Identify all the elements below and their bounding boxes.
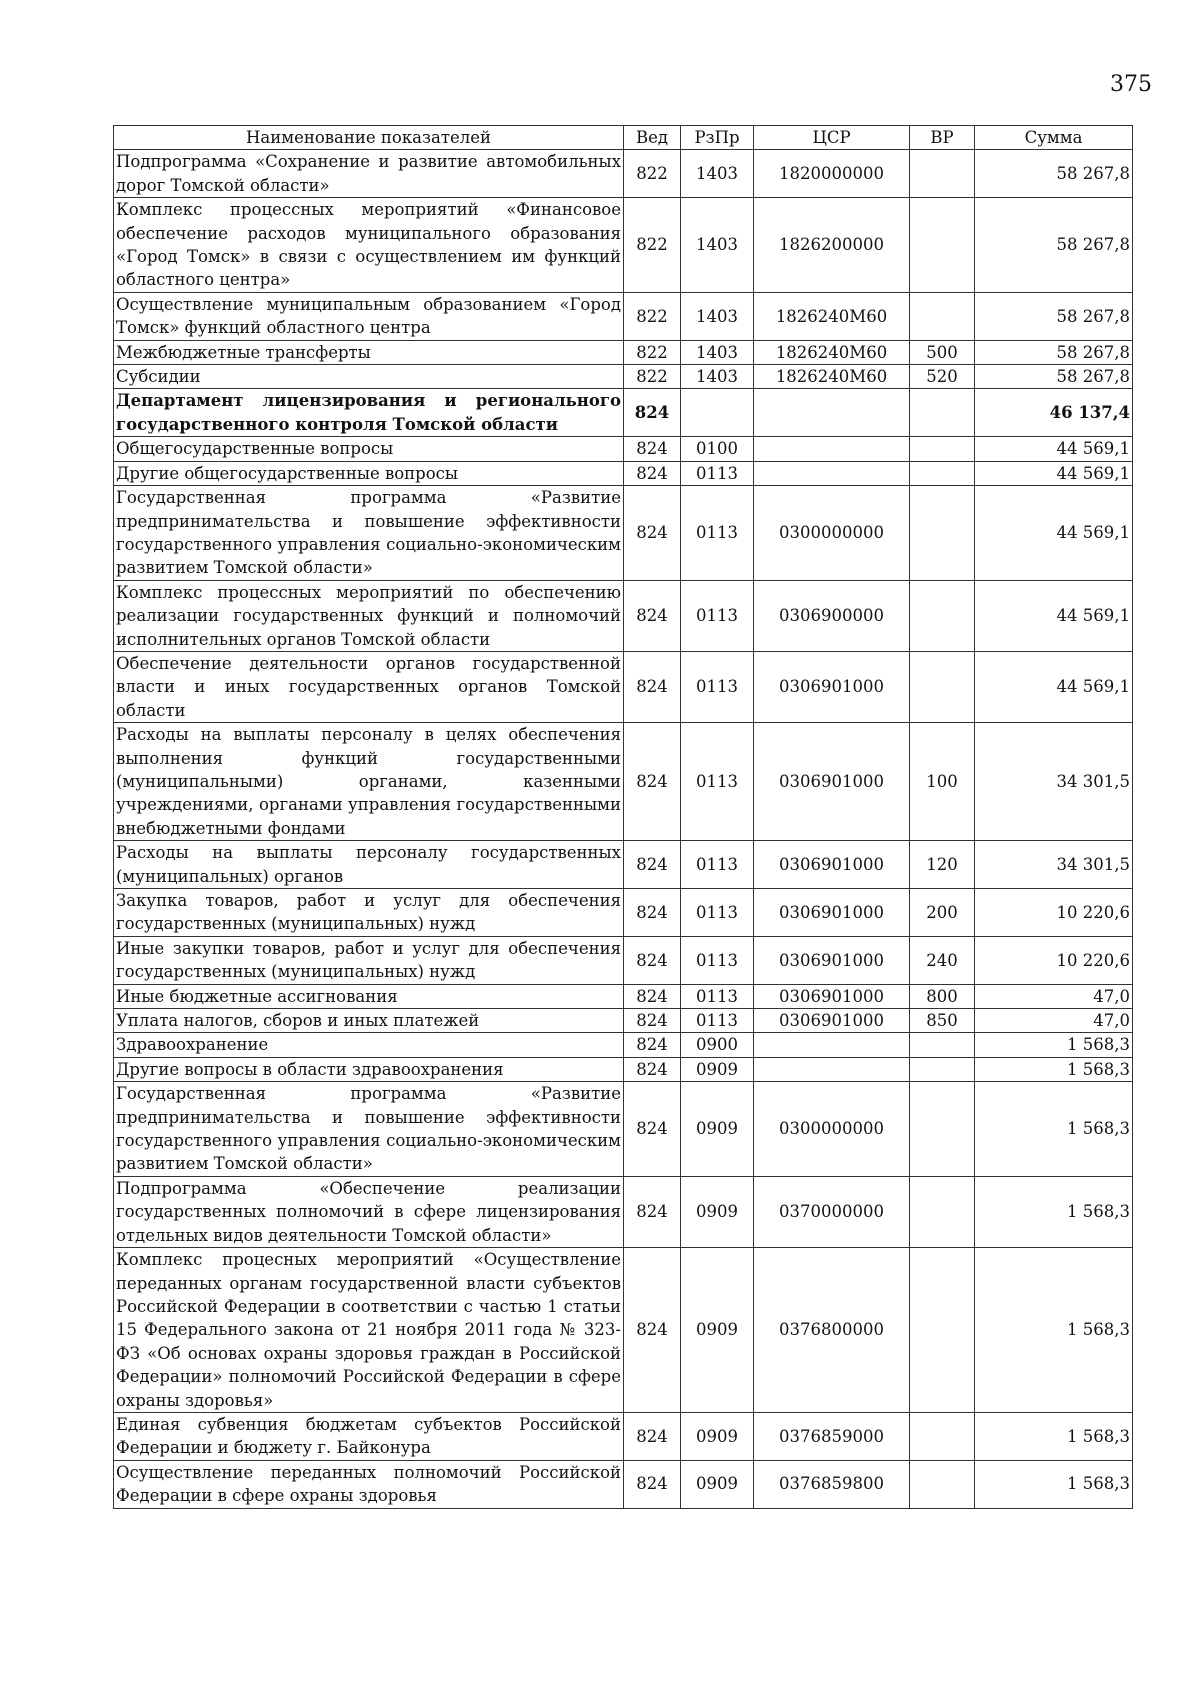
header-sum: Сумма xyxy=(975,126,1133,150)
cell-sum: 44 569,1 xyxy=(975,461,1133,485)
table-row xyxy=(114,1460,1133,1508)
cell-csr: 0376859000 xyxy=(754,1412,910,1460)
cell-ved: 824 xyxy=(624,437,681,461)
cell-rzpr: 0113 xyxy=(681,461,754,485)
cell-sum: 58 267,8 xyxy=(975,150,1133,198)
cell-sum: 1 568,3 xyxy=(975,1033,1133,1057)
cell-ved: 822 xyxy=(624,340,681,364)
cell-rzpr: 1403 xyxy=(681,340,754,364)
cell-rzpr: 0113 xyxy=(681,841,754,889)
cell-sum: 1 568,3 xyxy=(975,1248,1133,1413)
cell-ved: 824 xyxy=(624,1460,681,1508)
cell-csr: 0306900000 xyxy=(754,580,910,651)
cell-csr: 0306901000 xyxy=(754,889,910,937)
cell-ved: 824 xyxy=(624,461,681,485)
cell-sum: 1 568,3 xyxy=(975,1176,1133,1247)
cell-rzpr: 0909 xyxy=(681,1057,754,1081)
cell-name: Иные бюджетные ассигнования xyxy=(114,984,624,1008)
table-row xyxy=(114,651,1133,722)
table-row xyxy=(114,841,1133,889)
header-name: Наименование показателей xyxy=(114,126,624,150)
cell-rzpr: 0113 xyxy=(681,984,754,1008)
cell-csr: 0376859800 xyxy=(754,1460,910,1508)
cell-ved: 824 xyxy=(624,1009,681,1033)
cell-vr xyxy=(910,651,975,722)
cell-name: Осуществление переданных полномочий Российской Федерации в сфере охраны здоровья xyxy=(114,1460,624,1508)
cell-ved: 822 xyxy=(624,365,681,389)
cell-ved: 824 xyxy=(624,841,681,889)
cell-ved: 822 xyxy=(624,198,681,293)
cell-name: Осуществление муниципальным образованием «Город Томск» функций областного центра xyxy=(114,292,624,340)
cell-name: Другие вопросы в области здравоохранения xyxy=(114,1057,624,1081)
cell-ved: 824 xyxy=(624,1176,681,1247)
cell-sum: 58 267,8 xyxy=(975,340,1133,364)
table-row xyxy=(114,461,1133,485)
cell-rzpr: 0113 xyxy=(681,889,754,937)
cell-sum: 1 568,3 xyxy=(975,1057,1133,1081)
cell-ved: 824 xyxy=(624,486,681,581)
table-row xyxy=(114,580,1133,651)
cell-sum: 44 569,1 xyxy=(975,437,1133,461)
cell-name: Комплекс процессных мероприятий по обеспечению реализации государственных функций и полномочий исполнительных органов Томской области xyxy=(114,580,624,651)
cell-rzpr: 0113 xyxy=(681,936,754,984)
cell-csr: 1826200000 xyxy=(754,198,910,293)
cell-sum: 1 568,3 xyxy=(975,1082,1133,1177)
cell-csr xyxy=(754,1033,910,1057)
cell-csr: 1826240М60 xyxy=(754,365,910,389)
cell-rzpr: 0113 xyxy=(681,580,754,651)
header-csr: ЦСР xyxy=(754,126,910,150)
cell-vr xyxy=(910,1033,975,1057)
cell-name: Иные закупки товаров, работ и услуг для обеспечения государственных (муниципальных) нужд xyxy=(114,936,624,984)
cell-ved: 824 xyxy=(624,889,681,937)
cell-rzpr: 0909 xyxy=(681,1460,754,1508)
cell-ved: 824 xyxy=(624,1248,681,1413)
table-row xyxy=(114,1412,1133,1460)
cell-csr: 1820000000 xyxy=(754,150,910,198)
table-row xyxy=(114,292,1133,340)
cell-rzpr: 0909 xyxy=(681,1248,754,1413)
cell-vr xyxy=(910,389,975,437)
cell-name: Уплата налогов, сборов и иных платежей xyxy=(114,1009,624,1033)
cell-vr xyxy=(910,150,975,198)
cell-name: Департамент лицензирования и регионального государственного контроля Томской области xyxy=(114,389,624,437)
table-header-row xyxy=(114,126,1133,150)
table-row xyxy=(114,437,1133,461)
table-row xyxy=(114,1033,1133,1057)
cell-ved: 822 xyxy=(624,150,681,198)
cell-vr: 120 xyxy=(910,841,975,889)
cell-rzpr: 1403 xyxy=(681,198,754,293)
cell-vr xyxy=(910,1057,975,1081)
cell-vr: 200 xyxy=(910,889,975,937)
cell-vr xyxy=(910,580,975,651)
cell-csr: 0306901000 xyxy=(754,651,910,722)
table-row xyxy=(114,198,1133,293)
cell-csr: 0306901000 xyxy=(754,936,910,984)
cell-vr xyxy=(910,1248,975,1413)
cell-vr: 520 xyxy=(910,365,975,389)
cell-csr: 0300000000 xyxy=(754,486,910,581)
table-row xyxy=(114,365,1133,389)
table-row xyxy=(114,1009,1133,1033)
cell-vr xyxy=(910,292,975,340)
cell-ved: 824 xyxy=(624,651,681,722)
cell-csr: 1826240М60 xyxy=(754,340,910,364)
cell-ved: 824 xyxy=(624,1082,681,1177)
cell-vr: 100 xyxy=(910,723,975,841)
cell-vr: 500 xyxy=(910,340,975,364)
cell-name: Расходы на выплаты персоналу государственных (муниципальных) органов xyxy=(114,841,624,889)
cell-csr: 0370000000 xyxy=(754,1176,910,1247)
table-row xyxy=(114,936,1133,984)
cell-csr: 0306901000 xyxy=(754,723,910,841)
cell-sum: 44 569,1 xyxy=(975,651,1133,722)
table-row xyxy=(114,723,1133,841)
cell-name: Подпрограмма «Сохранение и развитие автомобильных дорог Томской области» xyxy=(114,150,624,198)
cell-ved: 824 xyxy=(624,723,681,841)
cell-vr: 800 xyxy=(910,984,975,1008)
cell-csr: 1826240М60 xyxy=(754,292,910,340)
cell-ved: 822 xyxy=(624,292,681,340)
cell-csr xyxy=(754,437,910,461)
cell-name: Общегосударственные вопросы xyxy=(114,437,624,461)
cell-ved: 824 xyxy=(624,936,681,984)
cell-name: Здравоохранение xyxy=(114,1033,624,1057)
cell-rzpr: 0900 xyxy=(681,1033,754,1057)
cell-sum: 58 267,8 xyxy=(975,198,1133,293)
cell-vr xyxy=(910,461,975,485)
cell-vr xyxy=(910,437,975,461)
cell-rzpr: 1403 xyxy=(681,365,754,389)
table-body xyxy=(114,150,1133,1508)
table-row xyxy=(114,150,1133,198)
table-row xyxy=(114,486,1133,581)
cell-rzpr: 1403 xyxy=(681,150,754,198)
cell-sum: 1 568,3 xyxy=(975,1460,1133,1508)
cell-sum: 47,0 xyxy=(975,984,1133,1008)
cell-name: Государственная программа «Развитие предпринимательства и повышение эффективности государственного управления социально-экономическим развитием Томской области» xyxy=(114,1082,624,1177)
cell-rzpr: 0113 xyxy=(681,1009,754,1033)
budget-table xyxy=(113,125,1133,1509)
cell-vr xyxy=(910,1176,975,1247)
cell-sum: 58 267,8 xyxy=(975,365,1133,389)
table-row xyxy=(114,340,1133,364)
cell-sum: 46 137,4 xyxy=(975,389,1133,437)
table-row xyxy=(114,1248,1133,1413)
cell-csr: 0306901000 xyxy=(754,984,910,1008)
cell-rzpr: 0113 xyxy=(681,651,754,722)
header-ved: Вед xyxy=(624,126,681,150)
cell-rzpr: 0113 xyxy=(681,486,754,581)
cell-sum: 47,0 xyxy=(975,1009,1133,1033)
cell-vr xyxy=(910,1460,975,1508)
header-vr: ВР xyxy=(910,126,975,150)
cell-rzpr: 0909 xyxy=(681,1082,754,1177)
cell-rzpr: 0113 xyxy=(681,723,754,841)
cell-csr: 0376800000 xyxy=(754,1248,910,1413)
cell-vr xyxy=(910,1412,975,1460)
cell-sum: 58 267,8 xyxy=(975,292,1133,340)
cell-rzpr: 0100 xyxy=(681,437,754,461)
page-number: 375 xyxy=(1110,72,1152,97)
cell-sum: 10 220,6 xyxy=(975,936,1133,984)
cell-name: Единая субвенция бюджетам субъектов Российской Федерации и бюджету г. Байконура xyxy=(114,1412,624,1460)
cell-name: Комплекс процесных мероприятий «Осуществление переданных органам государственной власти субъектов Российской Федерации в соответствии с частью 1 статьи 15 Федерального закона от 21 ноября 2011 года № 323-ФЗ «Об основах охраны здоровья граждан в Российской Федерации» полномочий Российской Федерации в сфере охраны здоровья» xyxy=(114,1248,624,1413)
cell-name: Обеспечение деятельности органов государственной власти и иных государственных органов Томской области xyxy=(114,651,624,722)
cell-sum: 34 301,5 xyxy=(975,723,1133,841)
cell-vr: 850 xyxy=(910,1009,975,1033)
cell-ved: 824 xyxy=(624,1057,681,1081)
cell-sum: 44 569,1 xyxy=(975,580,1133,651)
cell-csr xyxy=(754,389,910,437)
cell-vr xyxy=(910,198,975,293)
table-row xyxy=(114,389,1133,437)
cell-ved: 824 xyxy=(624,389,681,437)
cell-name: Расходы на выплаты персоналу в целях обеспечения выполнения функций государственными (муниципальными) органами, казенными учреждениями, органами управления государственными внебюджетными фондами xyxy=(114,723,624,841)
cell-vr xyxy=(910,1082,975,1177)
cell-csr xyxy=(754,1057,910,1081)
table-row xyxy=(114,889,1133,937)
cell-sum: 34 301,5 xyxy=(975,841,1133,889)
cell-name: Другие общегосударственные вопросы xyxy=(114,461,624,485)
cell-vr: 240 xyxy=(910,936,975,984)
cell-name: Субсидии xyxy=(114,365,624,389)
cell-rzpr: 0909 xyxy=(681,1176,754,1247)
cell-ved: 824 xyxy=(624,984,681,1008)
cell-name: Подпрограмма «Обеспечение реализации государственных полномочий в сфере лицензирования отдельных видов деятельности Томской области» xyxy=(114,1176,624,1247)
cell-csr: 0306901000 xyxy=(754,1009,910,1033)
cell-name: Комплекс процессных мероприятий «Финансовое обеспечение расходов муниципального образования «Город Томск» в связи с осуществлением им функций областного центра» xyxy=(114,198,624,293)
cell-ved: 824 xyxy=(624,1412,681,1460)
cell-sum: 1 568,3 xyxy=(975,1412,1133,1460)
cell-sum: 44 569,1 xyxy=(975,486,1133,581)
cell-name: Закупка товаров, работ и услуг для обеспечения государственных (муниципальных) нужд xyxy=(114,889,624,937)
cell-ved: 824 xyxy=(624,1033,681,1057)
cell-vr xyxy=(910,486,975,581)
cell-name: Межбюджетные трансферты xyxy=(114,340,624,364)
cell-sum: 10 220,6 xyxy=(975,889,1133,937)
table-row xyxy=(114,984,1133,1008)
table-row xyxy=(114,1082,1133,1177)
cell-rzpr: 0909 xyxy=(681,1412,754,1460)
cell-csr: 0306901000 xyxy=(754,841,910,889)
cell-rzpr: 1403 xyxy=(681,292,754,340)
header-rzpr: РзПр xyxy=(681,126,754,150)
table-row xyxy=(114,1057,1133,1081)
cell-name: Государственная программа «Развитие предпринимательства и повышение эффективности государственного управления социально-экономическим развитием Томской области» xyxy=(114,486,624,581)
cell-csr: 0300000000 xyxy=(754,1082,910,1177)
cell-rzpr xyxy=(681,389,754,437)
table-row xyxy=(114,1176,1133,1247)
cell-ved: 824 xyxy=(624,580,681,651)
cell-csr xyxy=(754,461,910,485)
